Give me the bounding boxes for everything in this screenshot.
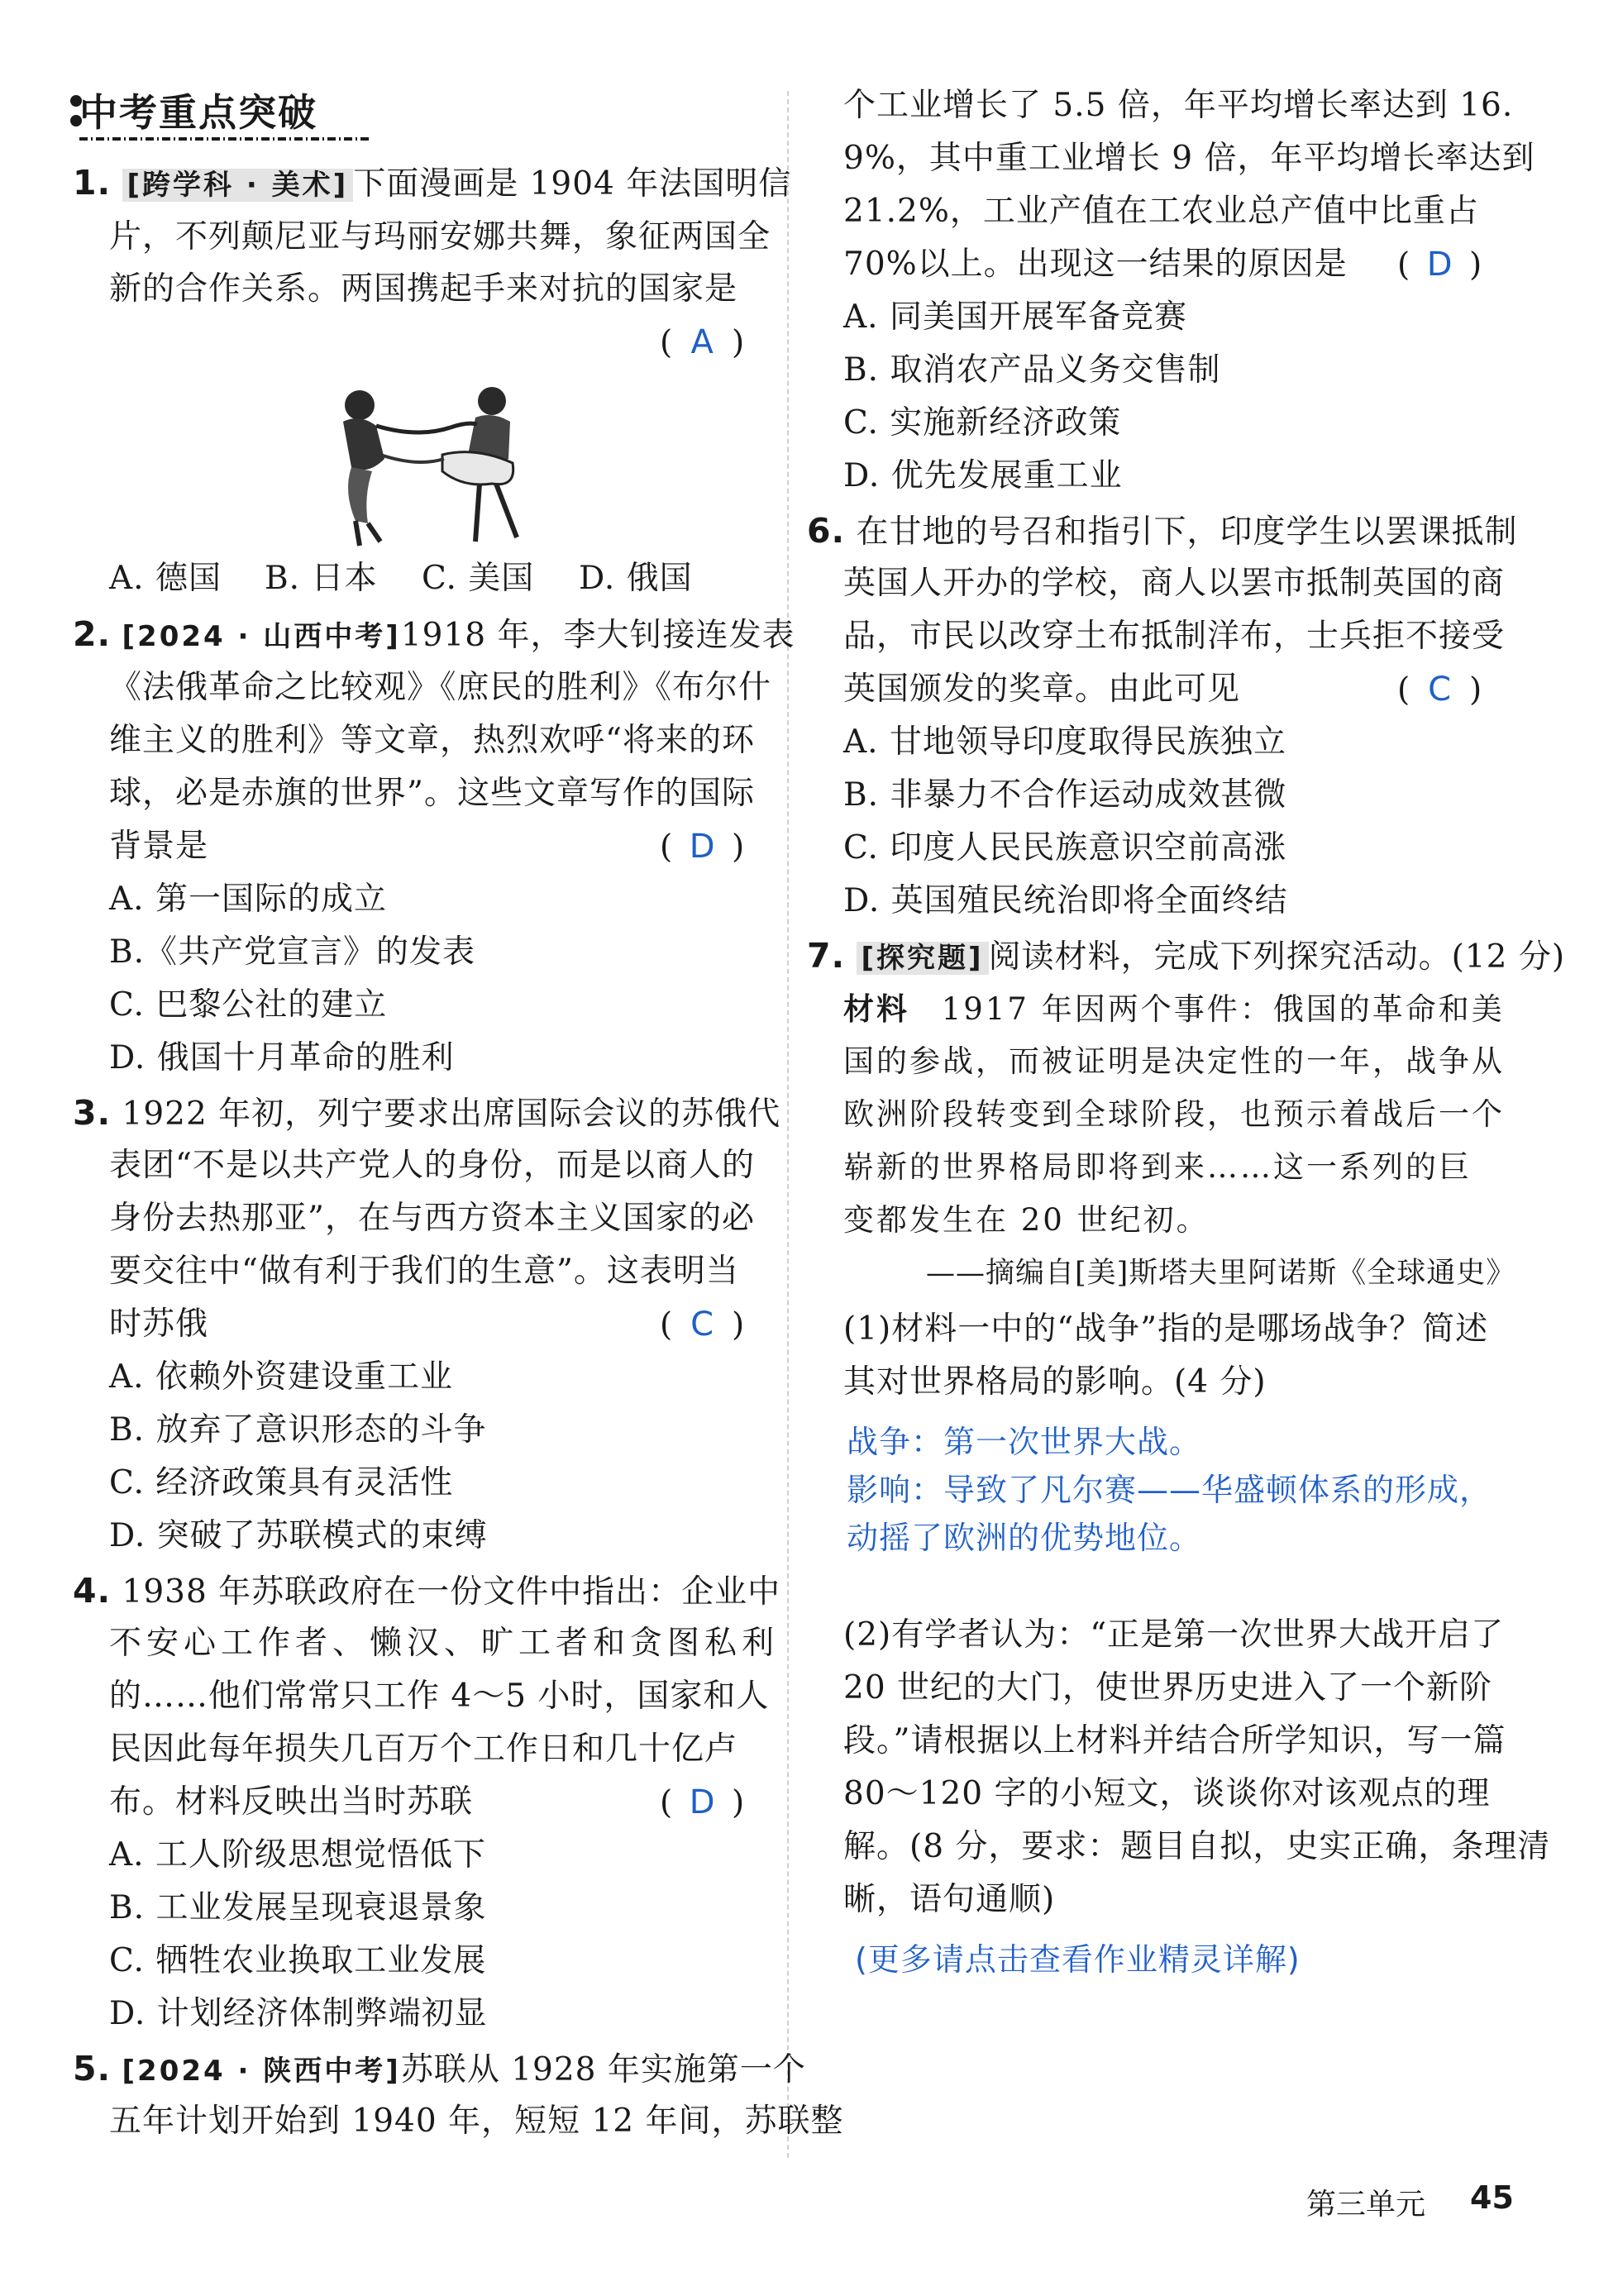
question-text: 球，必是赤旗的世界”。这些文章写作的国际 (109, 775, 755, 812)
question-text: 布。材料反映出当时苏联 (109, 1783, 474, 1821)
question-text: 时苏俄 (109, 1306, 209, 1343)
option-a: A. 工人阶级思想觉悟低下 (109, 1836, 486, 1874)
option-c: C. 实施新经济政策 (843, 404, 1122, 442)
question-text: 片，不列颠尼亚与玛丽安娜共舞，象征两国全 (109, 218, 771, 255)
page-number: 45 (1470, 2179, 1514, 2216)
sub-question-1: 其对世界格局的影响。(4 分) (843, 1363, 1267, 1401)
question-number: 2. (73, 614, 112, 654)
question-text: 1922 年初，列宁要求出席国际会议的苏俄代 (122, 1095, 781, 1133)
question-tag: [跨学科 · 美术] (122, 169, 354, 202)
option-b: B. 日本 (265, 560, 378, 597)
option-a: A. 甘地领导印度取得民族独立 (843, 723, 1286, 761)
handwritten-answer: 战争：第一次世界大战。 (847, 1424, 1202, 1460)
material-text: 国的参战，而被证明是决定性的一年，战争从 (843, 1043, 1505, 1079)
question-text: 不安心工作者、懒汉、旷工者和贪图私利 (109, 1625, 780, 1662)
option-b: B. 非暴力不合作运动成效甚微 (843, 776, 1287, 814)
answer-mark: D (689, 1783, 716, 1821)
question-text: 新的合作关系。两国携起手来对抗的国家是 (109, 270, 738, 308)
option-a: A. 德国 (109, 560, 222, 597)
option-c: C. 印度人民民族意识空前高涨 (843, 829, 1287, 866)
sub-question-2: 段。”请根据以上材料并结合所学知识，写一篇 (843, 1722, 1506, 1759)
answer-mark: D (689, 828, 716, 866)
question-text: 品，市民以改穿土布抵制洋布，士兵拒不接受 (843, 618, 1506, 655)
option-a: A. 同美国开展军备竞赛 (843, 298, 1187, 336)
option-c: C. 牺牲农业换取工业发展 (109, 1942, 487, 1979)
option-d: D. 俄国 (579, 560, 693, 597)
question-number: 6. (807, 511, 846, 551)
sub-question-2: 20 世纪的大门，使世界历史进入了一个新阶 (843, 1669, 1493, 1706)
question-text: 阅读材料，完成下列探究活动。(12 分) (988, 938, 1566, 976)
question-text: 英国颁发的奖章。由此可见 (843, 671, 1241, 708)
option-d: D. 英国殖民统治即将全面终结 (843, 882, 1288, 919)
question-text: 1918 年，李大钊接连发表 (400, 617, 795, 654)
option-b: B.《共产党宣言》的发表 (109, 933, 476, 971)
question-text: 苏联从 1928 年实施第一个 (400, 2051, 806, 2088)
question-tag: [2024 · 山西中考] (122, 620, 401, 653)
option-d: D. 俄国十月革命的胜利 (109, 1039, 455, 1076)
footer-unit-label: 第三单元 (1306, 2188, 1426, 2222)
more-details-link[interactable]: (更多请点击查看作业精灵详解) (855, 1941, 1301, 1978)
question-tag: [2024 · 陕西中考] (122, 2055, 401, 2088)
sub-question-1: (1)材料一中的“战争”指的是哪场战争？简述 (843, 1310, 1489, 1348)
option-b: B. 放弃了意识形态的斗争 (109, 1411, 487, 1449)
question-text: 21.2%，工业产值在工农业总产值中比重占 (843, 193, 1479, 230)
sub-question-2: 晰，语句通顺) (843, 1881, 1056, 1918)
question-text: 《法俄革命之比较观》《庶民的胜利》《布尔什 (109, 669, 772, 706)
sub-question-2: (2)有学者认为：“正是第一次世界大战开启了 (843, 1616, 1505, 1654)
answer-mark: D (1426, 246, 1453, 284)
option-c: C. 美国 (422, 560, 535, 597)
question-text: 维主义的胜利》等文章，热烈欢呼“将来的环 (109, 722, 755, 759)
question-number: 7. (807, 936, 846, 976)
sub-question-2: 80～120 字的小短文，谈谈你对该观点的理 (843, 1775, 1491, 1812)
question-text: 下面漫画是 1904 年法国明信 (353, 165, 792, 203)
question-text: 背景是 (109, 828, 209, 865)
section-title: 中考重点突破 (79, 90, 317, 135)
question-tag: [探究题] (857, 942, 989, 975)
option-c: C. 巴黎公社的建立 (109, 986, 388, 1024)
section-title-underline (79, 134, 369, 146)
question-text: 英国人开办的学校，商人以罢市抵制英国的商 (843, 565, 1506, 602)
question-number: 1. (73, 163, 112, 203)
question-text: 表团“不是以共产党人的身份，而是以商人的 (109, 1147, 755, 1184)
question-number: 5. (73, 2049, 112, 2088)
option-d: D. 优先发展重工业 (843, 457, 1123, 494)
handwritten-answer: 影响：导致了凡尔赛——华盛顿体系的形成， (847, 1472, 1492, 1508)
question-text: 五年计划开始到 1940 年，短短 12 年间，苏联整 (109, 2103, 844, 2140)
material-text: 崭新的世界格局即将到来……这一系列的巨 (843, 1149, 1472, 1185)
material-source: ——摘编自[美]斯塔夫里阿诺斯《全球通史》 (926, 1257, 1516, 1290)
question-text: 身份去热那亚”，在与西方资本主义国家的必 (109, 1200, 755, 1237)
question-number: 3. (73, 1093, 112, 1133)
material-text: 欧洲阶段转变到全球阶段，也预示着战后一个 (843, 1096, 1505, 1132)
question-text: 的……他们常常只工作 4～5 小时，国家和人 (109, 1678, 770, 1715)
option-c: C. 经济政策具有灵活性 (109, 1464, 454, 1501)
question-text: 9%，其中重工业增长 9 倍，年平均增长率达到 (843, 140, 1535, 177)
option-b: B. 工业发展呈现衰退景象 (109, 1889, 487, 1926)
material-label: 材料 (843, 990, 909, 1027)
option-a: A. 依赖外资建设重工业 (109, 1358, 453, 1396)
answer-mark: A (690, 323, 714, 361)
sub-question-2: 解。(8 分，要求：题目自拟，史实正确，条理清 (843, 1828, 1551, 1865)
question-text: 1938 年苏联政府在一份文件中指出：企业中 (122, 1573, 781, 1611)
material-text: 1917 年因两个事件：俄国的革命和美 (941, 991, 1505, 1027)
question-text: 在甘地的号召和指引下，印度学生以罢课抵制 (856, 513, 1518, 551)
material-text: 变都发生在 20 世纪初。 (843, 1202, 1210, 1238)
option-b: B. 取消农产品义务交售制 (843, 351, 1221, 389)
question-text: 70%以上。出现这一结果的原因是 (843, 246, 1348, 283)
question-number: 4. (73, 1571, 112, 1611)
answer-mark: C (1428, 671, 1453, 709)
question-text: 个工业增长了 5.5 倍，年平均增长率达到 16. (843, 87, 1514, 124)
option-d: D. 突破了苏联模式的束缚 (109, 1517, 488, 1554)
question-text: 要交往中“做有利于我们的生意”。这表明当 (109, 1253, 739, 1290)
column-divider (787, 91, 789, 2158)
option-a: A. 第一国际的成立 (109, 881, 387, 918)
handwritten-answer: 动摇了欧洲的优势地位。 (847, 1520, 1202, 1556)
question-text: 民因此每年损失几百万个工作日和几十亿卢 (109, 1730, 738, 1768)
option-d: D. 计划经济体制弊端初显 (109, 1995, 488, 2032)
answer-mark: C (690, 1306, 715, 1344)
cartoon-illustration (318, 376, 542, 550)
